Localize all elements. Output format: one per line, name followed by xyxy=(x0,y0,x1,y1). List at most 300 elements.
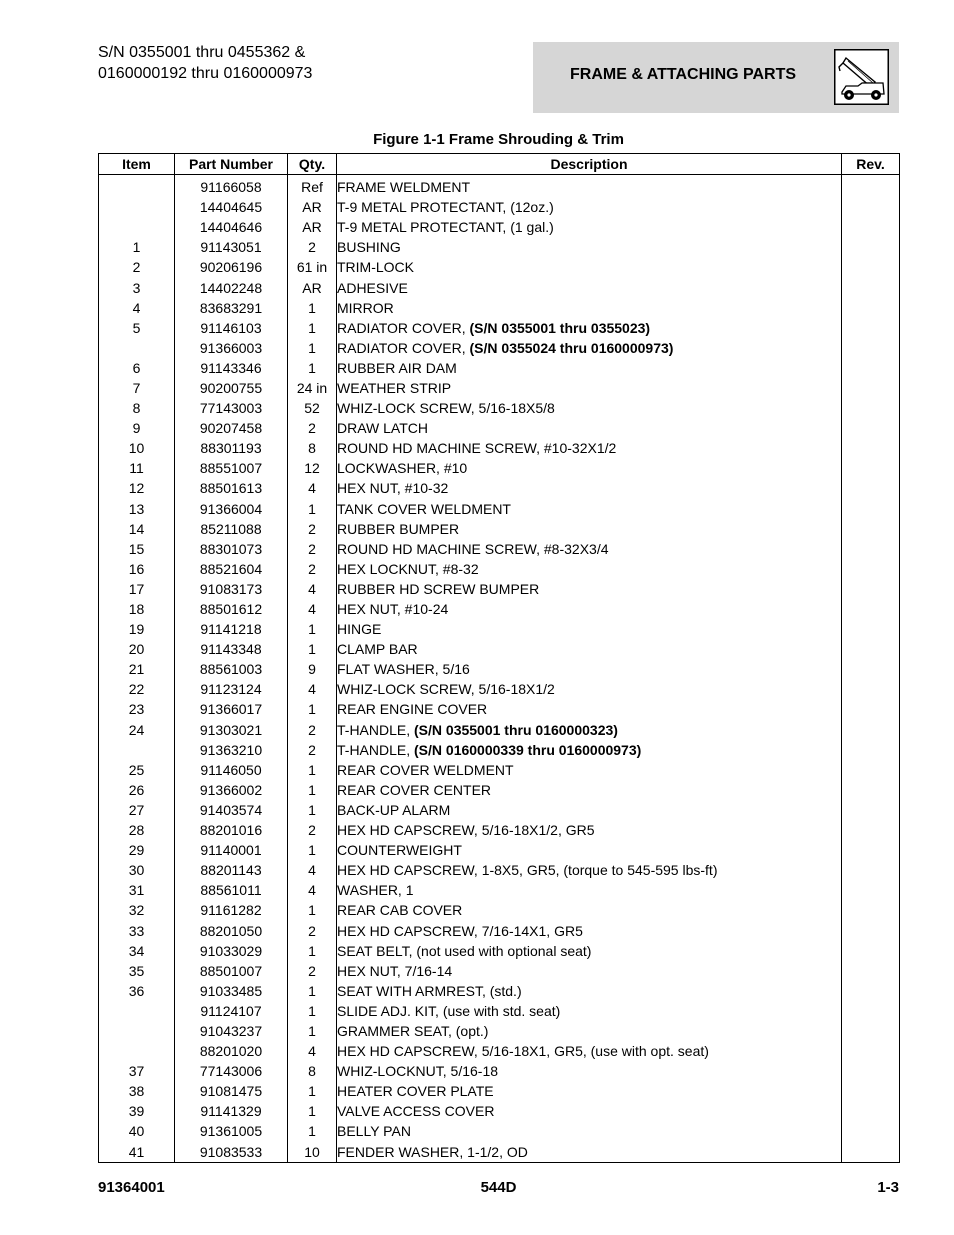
rev-cell xyxy=(842,378,900,398)
item-cell: 27 xyxy=(99,800,175,820)
part-number-cell: 88201143 xyxy=(175,860,288,880)
item-cell: 7 xyxy=(99,378,175,398)
description-cell xyxy=(337,860,842,880)
part-number-cell: 91143348 xyxy=(175,639,288,659)
description-cell xyxy=(337,599,842,619)
description-cell xyxy=(337,679,842,699)
table-row xyxy=(99,800,900,820)
description-cell xyxy=(337,257,842,277)
description-cell xyxy=(337,880,842,900)
rev-cell xyxy=(842,458,900,478)
parts-table xyxy=(98,153,900,1163)
table-row xyxy=(99,1121,900,1141)
item-cell: 37 xyxy=(99,1061,175,1081)
qty-cell: 1 xyxy=(288,1081,337,1101)
rev-cell xyxy=(842,659,900,679)
description-cell xyxy=(337,438,842,458)
telehandler-icon xyxy=(834,49,889,105)
qty-cell: 1 xyxy=(288,338,337,358)
rev-cell xyxy=(842,699,900,719)
part-number-cell: 91083173 xyxy=(175,579,288,599)
table-row xyxy=(99,1061,900,1081)
rev-cell xyxy=(842,981,900,1001)
item-cell: 30 xyxy=(99,860,175,880)
serial-line-1: S/N 0355001 thru 0455362 & xyxy=(98,44,306,61)
item-cell xyxy=(99,740,175,760)
description-text: ROUND HD MACHINE SCREW, #8-32X3/4 xyxy=(337,540,609,557)
item-cell: 9 xyxy=(99,418,175,438)
rev-cell xyxy=(842,499,900,519)
footer-page-number: 1-3 xyxy=(877,1179,899,1196)
description-cell xyxy=(337,519,842,539)
description-cell xyxy=(337,780,842,800)
qty-cell: 1 xyxy=(288,760,337,780)
rev-cell xyxy=(842,237,900,257)
description-cell xyxy=(337,499,842,519)
item-cell: 40 xyxy=(99,1121,175,1141)
description-cell xyxy=(337,619,842,639)
part-number-cell: 91081475 xyxy=(175,1081,288,1101)
qty-cell: 1 xyxy=(288,639,337,659)
description-cell xyxy=(337,920,842,940)
table-row xyxy=(99,780,900,800)
rev-cell xyxy=(842,175,900,198)
qty-cell: 4 xyxy=(288,1041,337,1061)
table-row xyxy=(99,900,900,920)
serial-number-range xyxy=(98,42,312,84)
item-cell: 14 xyxy=(99,519,175,539)
description-cell xyxy=(337,1101,842,1121)
description-text: MIRROR xyxy=(337,299,394,316)
part-number-cell: 90206196 xyxy=(175,257,288,277)
section-header-box xyxy=(533,42,899,113)
description-text: WHIZ-LOCKNUT, 5/16-18 xyxy=(337,1063,499,1080)
item-cell: 26 xyxy=(99,780,175,800)
description-cell xyxy=(337,358,842,378)
qty-cell: 4 xyxy=(288,860,337,880)
part-number-cell: 91043237 xyxy=(175,1021,288,1041)
table-row xyxy=(99,539,900,559)
description-text: BELLY PAN xyxy=(337,1123,411,1140)
table-row xyxy=(99,920,900,940)
description-cell xyxy=(337,398,842,418)
column-header-item: Item xyxy=(99,154,175,175)
table-row xyxy=(99,679,900,699)
table-row xyxy=(99,820,900,840)
item-cell: 34 xyxy=(99,941,175,961)
part-number-cell: 91166058 xyxy=(175,175,288,198)
item-cell: 31 xyxy=(99,880,175,900)
rev-cell xyxy=(842,257,900,277)
rev-cell xyxy=(842,1142,900,1163)
rev-cell xyxy=(842,920,900,940)
description-text: HINGE xyxy=(337,621,382,638)
item-cell: 11 xyxy=(99,458,175,478)
qty-cell: 2 xyxy=(288,539,337,559)
qty-cell: 1 xyxy=(288,619,337,639)
rev-cell xyxy=(842,579,900,599)
rev-cell xyxy=(842,599,900,619)
description-text: SLIDE ADJ. KIT, (use with std. seat) xyxy=(337,1002,561,1019)
description-text: GRAMMER SEAT, (opt.) xyxy=(337,1022,489,1039)
qty-cell: 8 xyxy=(288,1061,337,1081)
rev-cell xyxy=(842,840,900,860)
rev-cell xyxy=(842,800,900,820)
rev-cell xyxy=(842,539,900,559)
rev-cell xyxy=(842,358,900,378)
item-cell: 28 xyxy=(99,820,175,840)
item-cell xyxy=(99,217,175,237)
description-text: CLAMP BAR xyxy=(337,641,418,658)
description-cell xyxy=(337,478,842,498)
qty-cell: 2 xyxy=(288,519,337,539)
qty-cell: AR xyxy=(288,217,337,237)
part-number-cell: 88501007 xyxy=(175,961,288,981)
description-text: RADIATOR COVER, xyxy=(337,339,470,356)
qty-cell: 1 xyxy=(288,780,337,800)
item-cell: 5 xyxy=(99,318,175,338)
table-row xyxy=(99,519,900,539)
serial-range-note: (S/N 0160000339 thru 0160000973) xyxy=(414,741,642,758)
description-cell xyxy=(337,961,842,981)
description-text: COUNTERWEIGHT xyxy=(337,842,462,859)
description-cell xyxy=(337,237,842,257)
description-cell xyxy=(337,941,842,961)
description-cell xyxy=(337,820,842,840)
description-cell xyxy=(337,298,842,318)
description-text: FLAT WASHER, 5/16 xyxy=(337,661,470,678)
table-row xyxy=(99,1142,900,1163)
rev-cell xyxy=(842,1081,900,1101)
qty-cell: 1 xyxy=(288,699,337,719)
rev-cell xyxy=(842,1061,900,1081)
rev-cell xyxy=(842,1021,900,1041)
item-cell xyxy=(99,197,175,217)
table-row xyxy=(99,438,900,458)
footer-model: 544D xyxy=(480,1179,517,1196)
description-text: T-9 METAL PROTECTANT, (1 gal.) xyxy=(337,219,554,236)
qty-cell: 1 xyxy=(288,358,337,378)
table-header-row xyxy=(99,154,900,175)
description-text: TANK COVER WELDMENT xyxy=(337,500,511,517)
item-cell: 8 xyxy=(99,398,175,418)
part-number-cell: 91083533 xyxy=(175,1142,288,1163)
description-text: WHIZ-LOCK SCREW, 5/16-18X1/2 xyxy=(337,681,555,698)
part-number-cell: 91361005 xyxy=(175,1121,288,1141)
part-number-cell: 91141218 xyxy=(175,619,288,639)
rev-cell xyxy=(842,478,900,498)
table-row xyxy=(99,257,900,277)
table-row xyxy=(99,579,900,599)
qty-cell: 1 xyxy=(288,1021,337,1041)
rev-cell xyxy=(842,860,900,880)
part-number-cell: 91033029 xyxy=(175,941,288,961)
table-row xyxy=(99,175,900,198)
description-text: LOCKWASHER, #10 xyxy=(337,460,468,477)
qty-cell: 61 in xyxy=(288,257,337,277)
qty-cell: 2 xyxy=(288,720,337,740)
description-cell xyxy=(337,1021,842,1041)
description-cell xyxy=(337,418,842,438)
footer-document-number: 91364001 xyxy=(98,1179,165,1196)
qty-cell: 1 xyxy=(288,800,337,820)
description-cell xyxy=(337,840,842,860)
part-number-cell: 91303021 xyxy=(175,720,288,740)
qty-cell: 1 xyxy=(288,981,337,1001)
qty-cell: 1 xyxy=(288,1001,337,1021)
qty-cell: 1 xyxy=(288,941,337,961)
table-row xyxy=(99,378,900,398)
qty-cell: 4 xyxy=(288,599,337,619)
rev-cell xyxy=(842,519,900,539)
item-cell xyxy=(99,338,175,358)
part-number-cell: 91140001 xyxy=(175,840,288,860)
description-cell xyxy=(337,458,842,478)
table-row xyxy=(99,760,900,780)
rev-cell xyxy=(842,639,900,659)
part-number-cell: 88301193 xyxy=(175,438,288,458)
rev-cell xyxy=(842,1121,900,1141)
part-number-cell: 88521604 xyxy=(175,559,288,579)
rev-cell xyxy=(842,438,900,458)
description-cell xyxy=(337,559,842,579)
description-text: RUBBER BUMPER xyxy=(337,520,460,537)
rev-cell xyxy=(842,338,900,358)
qty-cell: 4 xyxy=(288,478,337,498)
rev-cell xyxy=(842,197,900,217)
part-number-cell: 88201016 xyxy=(175,820,288,840)
part-number-cell: 88501612 xyxy=(175,599,288,619)
rev-cell xyxy=(842,679,900,699)
table-row xyxy=(99,358,900,378)
description-text: BUSHING xyxy=(337,239,401,256)
qty-cell: 1 xyxy=(288,840,337,860)
column-header-qty: Qty. xyxy=(288,154,337,175)
table-row xyxy=(99,880,900,900)
qty-cell: 1 xyxy=(288,499,337,519)
serial-range-note: (S/N 0355001 thru 0355023) xyxy=(469,319,651,336)
description-cell xyxy=(337,197,842,217)
item-cell: 21 xyxy=(99,659,175,679)
part-number-cell: 91366002 xyxy=(175,780,288,800)
qty-cell: AR xyxy=(288,197,337,217)
qty-cell: 2 xyxy=(288,961,337,981)
part-number-cell: 88561003 xyxy=(175,659,288,679)
part-number-cell: 14404645 xyxy=(175,197,288,217)
description-cell xyxy=(337,1142,842,1163)
column-header-description: Description xyxy=(337,154,842,175)
rev-cell xyxy=(842,1041,900,1061)
qty-cell: 4 xyxy=(288,579,337,599)
qty-cell: 10 xyxy=(288,1142,337,1163)
part-number-cell: 91363210 xyxy=(175,740,288,760)
table-row xyxy=(99,639,900,659)
description-text: VALVE ACCESS COVER xyxy=(337,1103,495,1120)
qty-cell: 4 xyxy=(288,679,337,699)
rev-cell xyxy=(842,318,900,338)
description-text: WEATHER STRIP xyxy=(337,379,452,396)
qty-cell: 8 xyxy=(288,438,337,458)
item-cell: 4 xyxy=(99,298,175,318)
rev-cell xyxy=(842,559,900,579)
table-row xyxy=(99,418,900,438)
part-number-cell: 91141329 xyxy=(175,1101,288,1121)
table-row xyxy=(99,599,900,619)
serial-range-note: (S/N 0355024 thru 0160000973) xyxy=(469,339,674,356)
table-row xyxy=(99,318,900,338)
qty-cell: 2 xyxy=(288,418,337,438)
part-number-cell: 90200755 xyxy=(175,378,288,398)
part-number-cell: 91161282 xyxy=(175,900,288,920)
table-row xyxy=(99,237,900,257)
qty-cell: 2 xyxy=(288,920,337,940)
column-header-rev: Rev. xyxy=(842,154,900,175)
serial-range-note: (S/N 0355001 thru 0160000323) xyxy=(414,721,618,738)
part-number-cell: 88501613 xyxy=(175,478,288,498)
rev-cell xyxy=(842,740,900,760)
part-number-cell: 83683291 xyxy=(175,298,288,318)
description-text: ADHESIVE xyxy=(337,279,408,296)
rev-cell xyxy=(842,1001,900,1021)
rev-cell xyxy=(842,780,900,800)
part-number-cell: 91403574 xyxy=(175,800,288,820)
qty-cell: 4 xyxy=(288,880,337,900)
table-row xyxy=(99,1001,900,1021)
qty-cell: 2 xyxy=(288,237,337,257)
description-text: HEX HD CAPSCREW, 5/16-18X1/2, GR5 xyxy=(337,822,595,839)
item-cell: 6 xyxy=(99,358,175,378)
item-cell: 2 xyxy=(99,257,175,277)
table-row xyxy=(99,478,900,498)
description-text: T-9 METAL PROTECTANT, (12oz.) xyxy=(337,199,554,216)
part-number-cell: 91123124 xyxy=(175,679,288,699)
description-cell xyxy=(337,1061,842,1081)
part-number-cell: 14402248 xyxy=(175,277,288,297)
part-number-cell: 88561011 xyxy=(175,880,288,900)
item-cell: 20 xyxy=(99,639,175,659)
qty-cell: 1 xyxy=(288,1121,337,1141)
qty-cell: 1 xyxy=(288,318,337,338)
item-cell: 33 xyxy=(99,920,175,940)
table-row xyxy=(99,559,900,579)
item-cell: 29 xyxy=(99,840,175,860)
table-row xyxy=(99,659,900,679)
qty-cell: 24 in xyxy=(288,378,337,398)
qty-cell: Ref xyxy=(288,175,337,198)
rev-cell xyxy=(842,217,900,237)
description-text: BACK-UP ALARM xyxy=(337,801,451,818)
item-cell xyxy=(99,1021,175,1041)
description-text: RUBBER AIR DAM xyxy=(337,359,457,376)
item-cell: 13 xyxy=(99,499,175,519)
part-number-cell: 91143051 xyxy=(175,237,288,257)
rev-cell xyxy=(842,961,900,981)
rev-cell xyxy=(842,760,900,780)
description-cell xyxy=(337,639,842,659)
description-text: T-HANDLE, xyxy=(337,741,415,758)
item-cell: 16 xyxy=(99,559,175,579)
section-title: FRAME & ATTACHING PARTS xyxy=(570,66,797,83)
table-row xyxy=(99,298,900,318)
table-row xyxy=(99,1021,900,1041)
description-text: RUBBER HD SCREW BUMPER xyxy=(337,580,540,597)
rev-cell xyxy=(842,900,900,920)
description-cell xyxy=(337,1121,842,1141)
description-text: FENDER WASHER, 1-1/2, OD xyxy=(337,1143,528,1160)
table-row xyxy=(99,840,900,860)
rev-cell xyxy=(842,398,900,418)
item-cell: 15 xyxy=(99,539,175,559)
part-number-cell: 91366004 xyxy=(175,499,288,519)
table-row xyxy=(99,1101,900,1121)
qty-cell: 2 xyxy=(288,559,337,579)
qty-cell: 2 xyxy=(288,740,337,760)
qty-cell: 52 xyxy=(288,398,337,418)
item-cell: 22 xyxy=(99,679,175,699)
qty-cell: 1 xyxy=(288,1101,337,1121)
table-row xyxy=(99,458,900,478)
description-cell xyxy=(337,539,842,559)
parts-table-body xyxy=(99,175,900,1163)
description-cell xyxy=(337,1001,842,1021)
description-text: SEAT BELT, (not used with optional seat) xyxy=(337,942,592,959)
table-row xyxy=(99,860,900,880)
description-text: DRAW LATCH xyxy=(337,420,428,437)
description-cell xyxy=(337,579,842,599)
table-row xyxy=(99,277,900,297)
part-number-cell: 85211088 xyxy=(175,519,288,539)
rev-cell xyxy=(842,1101,900,1121)
item-cell: 19 xyxy=(99,619,175,639)
description-cell xyxy=(337,981,842,1001)
description-cell xyxy=(337,720,842,740)
part-number-cell: 90207458 xyxy=(175,418,288,438)
rev-cell xyxy=(842,820,900,840)
table-row xyxy=(99,981,900,1001)
description-cell xyxy=(337,338,842,358)
qty-cell: AR xyxy=(288,277,337,297)
description-cell xyxy=(337,217,842,237)
item-cell: 41 xyxy=(99,1142,175,1163)
description-cell xyxy=(337,760,842,780)
item-cell: 10 xyxy=(99,438,175,458)
description-cell xyxy=(337,1081,842,1101)
table-row xyxy=(99,720,900,740)
description-cell xyxy=(337,277,842,297)
qty-cell: 1 xyxy=(288,298,337,318)
description-text: RADIATOR COVER, xyxy=(337,319,470,336)
serial-line-2: 0160000192 thru 0160000973 xyxy=(98,65,313,82)
table-row xyxy=(99,1041,900,1061)
table-row xyxy=(99,740,900,760)
qty-cell: 9 xyxy=(288,659,337,679)
rev-cell xyxy=(842,418,900,438)
figure-title: Figure 1-1 Frame Shrouding & Trim xyxy=(373,131,624,148)
item-cell xyxy=(99,1041,175,1061)
item-cell: 35 xyxy=(99,961,175,981)
qty-cell: 2 xyxy=(288,820,337,840)
description-text: WASHER, 1 xyxy=(337,882,414,899)
part-number-cell: 91366003 xyxy=(175,338,288,358)
part-number-cell: 14404646 xyxy=(175,217,288,237)
part-number-cell: 91146050 xyxy=(175,760,288,780)
description-cell xyxy=(337,800,842,820)
item-cell: 32 xyxy=(99,900,175,920)
part-number-cell: 88551007 xyxy=(175,458,288,478)
item-cell: 23 xyxy=(99,699,175,719)
description-cell xyxy=(337,900,842,920)
description-text: HEX HD CAPSCREW, 7/16-14X1, GR5 xyxy=(337,922,583,939)
